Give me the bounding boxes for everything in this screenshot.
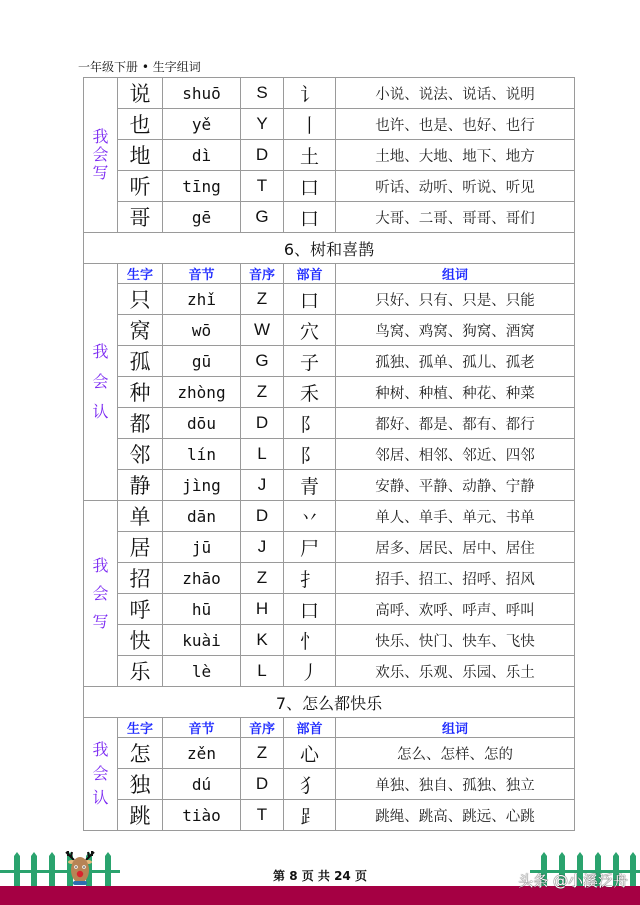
pinyin-cell: tiào	[163, 800, 241, 831]
words-cell: 土地、大地、地下、地方	[336, 140, 575, 171]
words-cell: 听话、动听、听说、听见	[336, 171, 575, 202]
pinyin-cell: hū	[163, 594, 241, 625]
words-cell: 居多、居民、居中、居住	[336, 532, 575, 563]
radical-cell: 口	[284, 171, 336, 202]
pinyin-cell: zhòng	[163, 377, 241, 408]
pinyin-cell: jìng	[163, 470, 241, 501]
table-row	[84, 656, 575, 687]
header-char-label: 生字	[126, 722, 153, 737]
table-row	[84, 738, 575, 769]
header-pinyin	[163, 718, 241, 738]
sequence-cell: Z	[241, 738, 284, 769]
header-seq-label: 音序	[248, 268, 275, 283]
pinyin-cell: shuō	[163, 78, 241, 109]
header-radical-label: 部首	[296, 268, 323, 283]
header-words	[336, 718, 575, 738]
header-seq	[241, 264, 284, 284]
char-cell: 居	[118, 532, 163, 563]
pinyin-cell: zhāo	[163, 563, 241, 594]
sequence-cell: T	[241, 800, 284, 831]
header-words-label: 组词	[441, 722, 468, 737]
sequence-cell: H	[241, 594, 284, 625]
header-radical	[284, 264, 336, 284]
side-label-char: 我	[92, 127, 109, 146]
pinyin-cell: jū	[163, 532, 241, 563]
sequence-cell: G	[241, 202, 284, 233]
side-label	[84, 501, 118, 687]
column-header-row	[84, 718, 575, 738]
sequence-cell: W	[241, 315, 284, 346]
table-row	[84, 532, 575, 563]
radical-cell: 讠	[284, 78, 336, 109]
sequence-cell: L	[241, 439, 284, 470]
sequence-cell: L	[241, 656, 284, 687]
table-row	[84, 800, 575, 831]
radical-cell: 口	[284, 284, 336, 315]
header-radical-label: 部首	[296, 722, 323, 737]
header-char	[118, 718, 163, 738]
side-label-char: 我	[92, 555, 109, 575]
side-label-char: 会	[92, 372, 109, 391]
watermark: 头条 @小溪泛舟	[518, 872, 628, 890]
char-cell: 听	[118, 171, 163, 202]
pinyin-cell: dān	[163, 501, 241, 532]
side-label-char: 写	[92, 163, 109, 182]
table-row	[84, 78, 575, 109]
side-label-char: 认	[92, 788, 109, 807]
side-label-char: 写	[92, 611, 109, 631]
pinyin-cell: dì	[163, 140, 241, 171]
radical-cell: 穴	[284, 315, 336, 346]
sequence-cell: K	[241, 625, 284, 656]
radical-cell: 子	[284, 346, 336, 377]
pinyin-cell: dōu	[163, 408, 241, 439]
table-row	[84, 563, 575, 594]
side-label	[84, 718, 118, 831]
char-cell: 跳	[118, 800, 163, 831]
words-cell: 邻居、相邻、邻近、四邻	[336, 439, 575, 470]
table-row	[84, 346, 575, 377]
table-row	[84, 408, 575, 439]
table-row	[84, 284, 575, 315]
char-cell: 静	[118, 470, 163, 501]
table-row	[84, 202, 575, 233]
header-char	[118, 264, 163, 284]
table-row	[84, 377, 575, 408]
words-cell: 怎么、怎样、怎的	[336, 738, 575, 769]
char-cell: 呼	[118, 594, 163, 625]
char-cell: 哥	[118, 202, 163, 233]
char-cell: 单	[118, 501, 163, 532]
table-row	[84, 140, 575, 171]
table-row	[84, 769, 575, 800]
words-cell: 种树、种植、种花、种菜	[336, 377, 575, 408]
words-cell: 单独、独自、孤独、独立	[336, 769, 575, 800]
side-label-char: 会	[92, 583, 109, 603]
sequence-cell: G	[241, 346, 284, 377]
sequence-cell: J	[241, 532, 284, 563]
table-row	[84, 439, 575, 470]
char-cell: 也	[118, 109, 163, 140]
words-cell: 都好、都是、都有、都行	[336, 408, 575, 439]
radical-cell: 土	[284, 140, 336, 171]
radical-cell: 阝	[284, 439, 336, 470]
header-pinyin-label: 音节	[188, 722, 215, 737]
radical-cell: 心	[284, 738, 336, 769]
words-cell: 安静、平静、动静、宁静	[336, 470, 575, 501]
radical-cell: 禾	[284, 377, 336, 408]
words-cell: 也许、也是、也好、也行	[336, 109, 575, 140]
char-cell: 独	[118, 769, 163, 800]
header-seq	[241, 718, 284, 738]
side-label-char: 我	[92, 740, 109, 759]
radical-cell: 丷	[284, 501, 336, 532]
header-words	[336, 264, 575, 284]
table-row	[84, 501, 575, 532]
table-row	[84, 470, 575, 501]
radical-cell: 青	[284, 470, 336, 501]
words-cell: 高呼、欢呼、呼声、呼叫	[336, 594, 575, 625]
radical-cell: 丿	[284, 656, 336, 687]
lesson-title: 6、树和喜鹊	[84, 233, 575, 264]
char-cell: 都	[118, 408, 163, 439]
pinyin-cell: gū	[163, 346, 241, 377]
side-label-char: 我	[92, 342, 109, 361]
pinyin-cell: zěn	[163, 738, 241, 769]
char-cell: 窝	[118, 315, 163, 346]
lesson-title: 7、怎么都快乐	[84, 687, 575, 718]
words-cell: 欢乐、乐观、乐园、乐土	[336, 656, 575, 687]
radical-cell: 扌	[284, 563, 336, 594]
radical-cell: 尸	[284, 532, 336, 563]
pinyin-cell: lè	[163, 656, 241, 687]
char-cell: 种	[118, 377, 163, 408]
table-row	[84, 171, 575, 202]
radical-cell: 犭	[284, 769, 336, 800]
lesson6-title-row	[84, 233, 575, 264]
header-char-label: 生字	[126, 268, 153, 283]
char-cell: 邻	[118, 439, 163, 470]
table-row	[84, 594, 575, 625]
lesson7-title-row	[84, 687, 575, 718]
words-cell: 鸟窝、鸡窝、狗窝、酒窝	[336, 315, 575, 346]
words-cell: 快乐、快门、快车、飞快	[336, 625, 575, 656]
pinyin-cell: dú	[163, 769, 241, 800]
sequence-cell: D	[241, 501, 284, 532]
pinyin-cell: yě	[163, 109, 241, 140]
radical-cell: 阝	[284, 408, 336, 439]
side-label	[84, 78, 118, 233]
sequence-cell: D	[241, 408, 284, 439]
header-words-label: 组词	[441, 268, 468, 283]
radical-cell: ⻊	[284, 800, 336, 831]
header-pinyin-label: 音节	[188, 268, 215, 283]
table-row	[84, 109, 575, 140]
char-cell: 快	[118, 625, 163, 656]
page-number: 第 8 页 共 24 页	[273, 869, 367, 883]
sequence-cell: D	[241, 140, 284, 171]
words-cell: 跳绳、跳高、跳远、心跳	[336, 800, 575, 831]
radical-cell: 口	[284, 594, 336, 625]
header-radical	[284, 718, 336, 738]
sequence-cell: D	[241, 769, 284, 800]
words-cell: 招手、招工、招呼、招风	[336, 563, 575, 594]
radical-cell: 忄	[284, 625, 336, 656]
char-cell: 招	[118, 563, 163, 594]
pinyin-cell: gē	[163, 202, 241, 233]
side-label-char: 会	[92, 145, 109, 164]
words-cell: 单人、单手、单元、书单	[336, 501, 575, 532]
sequence-cell: Y	[241, 109, 284, 140]
side-label	[84, 264, 118, 501]
page-header-title: 一年级下册 • 生字组词	[78, 60, 201, 74]
radical-cell: 口	[284, 202, 336, 233]
char-cell: 孤	[118, 346, 163, 377]
sequence-cell: S	[241, 78, 284, 109]
words-cell: 孤独、孤单、孤儿、孤老	[336, 346, 575, 377]
words-cell: 只好、只有、只是、只能	[336, 284, 575, 315]
sequence-cell: Z	[241, 284, 284, 315]
header-pinyin	[163, 264, 241, 284]
char-cell: 乐	[118, 656, 163, 687]
pinyin-cell: kuài	[163, 625, 241, 656]
char-cell: 地	[118, 140, 163, 171]
char-cell: 说	[118, 78, 163, 109]
words-cell: 大哥、二哥、哥哥、哥们	[336, 202, 575, 233]
char-cell: 怎	[118, 738, 163, 769]
table-row	[84, 625, 575, 656]
table-row	[84, 315, 575, 346]
char-cell: 只	[118, 284, 163, 315]
side-label-char: 认	[92, 402, 109, 421]
pinyin-cell: wō	[163, 315, 241, 346]
radical-cell: 丨	[284, 109, 336, 140]
sequence-cell: T	[241, 171, 284, 202]
words-cell: 小说、说法、说话、说明	[336, 78, 575, 109]
sequence-cell: J	[241, 470, 284, 501]
column-header-row	[84, 264, 575, 284]
side-label-char: 会	[92, 764, 109, 783]
sequence-cell: Z	[241, 377, 284, 408]
header-seq-label: 音序	[248, 722, 275, 737]
sequence-cell: Z	[241, 563, 284, 594]
vocab-table	[83, 77, 575, 831]
pinyin-cell: lín	[163, 439, 241, 470]
pinyin-cell: tīng	[163, 171, 241, 202]
pinyin-cell: zhǐ	[163, 284, 241, 315]
